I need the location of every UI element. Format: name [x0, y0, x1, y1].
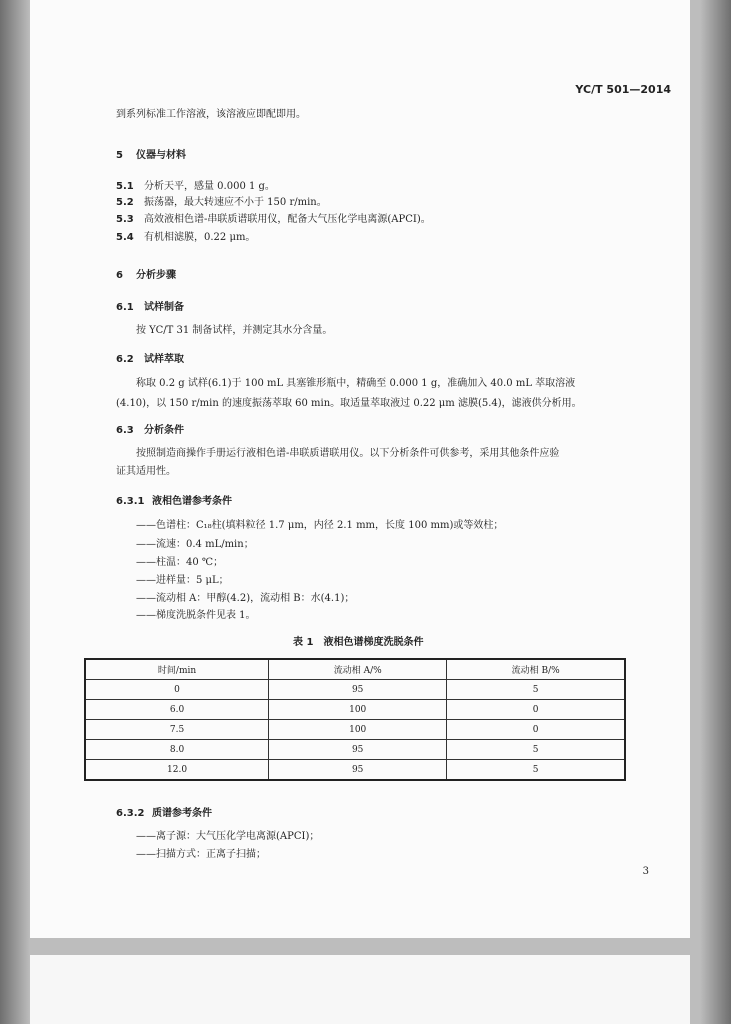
table-cell: 7.5: [85, 720, 269, 740]
next-page: [30, 955, 690, 1024]
section-6-3-heading: [116, 421, 184, 436]
lc-condition-mobile-phase: ——流动相 A：甲醇(4.2)，流动相 B：水(4.1)；: [136, 593, 355, 604]
table-cell: 5: [447, 680, 625, 700]
page-number: 3: [642, 866, 649, 877]
item-5-4-text: 有机相滤膜，0.22 μm。: [144, 232, 256, 243]
section-6-1-title: 试样制备: [144, 302, 184, 313]
item-5-1-text: 分析天平，感量 0.000 1 g。: [144, 181, 275, 192]
item-5-2: [116, 196, 327, 210]
lc-condition-injection: ——进样量：5 μL；: [136, 575, 229, 586]
table-header-b: 流动相 B/%: [447, 659, 625, 680]
gradient-table: [84, 658, 626, 781]
item-5-1-number: 5.1: [116, 181, 134, 192]
lc-condition-gradient: ——梯度洗脱条件见表 1。: [136, 610, 256, 621]
section-6-1-number: 6.1: [116, 302, 134, 313]
table-row: [85, 740, 625, 760]
section-6-3-1-heading: [116, 492, 232, 507]
section-6-heading: [116, 266, 176, 281]
table-cell: 0: [447, 720, 625, 740]
section-6-3-1-number: 6.3.1: [116, 496, 145, 507]
table-1-caption: 表 1 液相色谱梯度洗脱条件: [293, 637, 424, 648]
section-5-number: 5: [116, 150, 123, 161]
section-6-2-number: 6.2: [116, 354, 134, 365]
section-6-2-heading: [116, 350, 184, 365]
section-6-2-line1: 称取 0.2 g 试样(6.1)于 100 mL 具塞锥形瓶中，精确至 0.000 1 g，准确加入 40.0 mL 萃取溶液: [136, 378, 576, 389]
section-6-3-2-heading: [116, 804, 212, 819]
table-row: [85, 760, 625, 781]
lc-condition-column: ——色谱柱：C₁₈柱(填料粒径 1.7 μm，内径 2.1 mm，长度 100 mm)或等效柱；: [136, 520, 504, 531]
section-6-3-line1: 按照制造商操作手册运行液相色谱-串联质谱联用仪。以下分析条件可供参考，采用其他条件应验: [136, 448, 560, 459]
intro-line: 到系列标准工作溶液，该溶液应即配即用。: [116, 109, 306, 120]
item-5-3: [116, 213, 431, 227]
table-cell: 95: [269, 740, 447, 760]
item-5-2-text: 振荡器，最大转速应不小于 150 r/min。: [144, 197, 327, 208]
item-5-3-text: 高效液相色谱-串联质谱联用仪，配备大气压化学电离源(APCI)。: [144, 214, 431, 225]
standard-code: YC/T 501—2014: [575, 83, 671, 96]
table-cell: 95: [269, 760, 447, 781]
item-5-1: [116, 180, 275, 194]
ms-condition-scan: ——扫描方式：正离子扫描；: [136, 849, 266, 860]
section-6-3-line2: 证其适用性。: [116, 466, 176, 477]
section-6-3-2-number: 6.3.2: [116, 808, 145, 819]
section-6-3-1-title: 液相色谱参考条件: [152, 496, 232, 507]
table-cell: 12.0: [85, 760, 269, 781]
table-cell: 95: [269, 680, 447, 700]
table-cell: 6.0: [85, 700, 269, 720]
table-header-time: 时间/min: [85, 659, 269, 680]
table-header-row: [85, 659, 625, 680]
table-header-a: 流动相 A/%: [269, 659, 447, 680]
table-row: [85, 680, 625, 700]
section-6-3-title: 分析条件: [144, 425, 184, 436]
item-5-2-number: 5.2: [116, 197, 134, 208]
lc-condition-flow: ——流速：0.4 mL/min；: [136, 539, 254, 550]
section-6-number: 6: [116, 270, 123, 281]
section-5-heading: [116, 146, 186, 161]
section-6-2-title: 试样萃取: [144, 354, 184, 365]
item-5-3-number: 5.3: [116, 214, 134, 225]
ms-condition-source: ——离子源：大气压化学电离源(APCI)；: [136, 831, 320, 842]
section-6-1-heading: [116, 298, 184, 313]
table-cell: 100: [269, 700, 447, 720]
table-row: [85, 720, 625, 740]
section-6-3-2-title: 质谱参考条件: [152, 808, 212, 819]
table-cell: 5: [447, 760, 625, 781]
table-cell: 0: [447, 700, 625, 720]
table-cell: 5: [447, 740, 625, 760]
section-6-3-number: 6.3: [116, 425, 134, 436]
lc-condition-temp: ——柱温：40 ℃；: [136, 557, 224, 568]
section-6-1-text: 按 YC/T 31 制备试样，并测定其水分含量。: [136, 325, 333, 336]
section-6-2-line2: (4.10)，以 150 r/min 的速度振荡萃取 60 min。取适量萃取液过 0.22 μm 滤膜(5.4)，滤液供分析用。: [116, 398, 582, 409]
item-5-4-number: 5.4: [116, 232, 134, 243]
table-row: [85, 700, 625, 720]
table-cell: 8.0: [85, 740, 269, 760]
table-cell: 0: [85, 680, 269, 700]
section-5-title: 仪器与材料: [136, 150, 186, 161]
section-6-title: 分析步骤: [136, 270, 176, 281]
item-5-4: [116, 231, 255, 245]
table-cell: 100: [269, 720, 447, 740]
